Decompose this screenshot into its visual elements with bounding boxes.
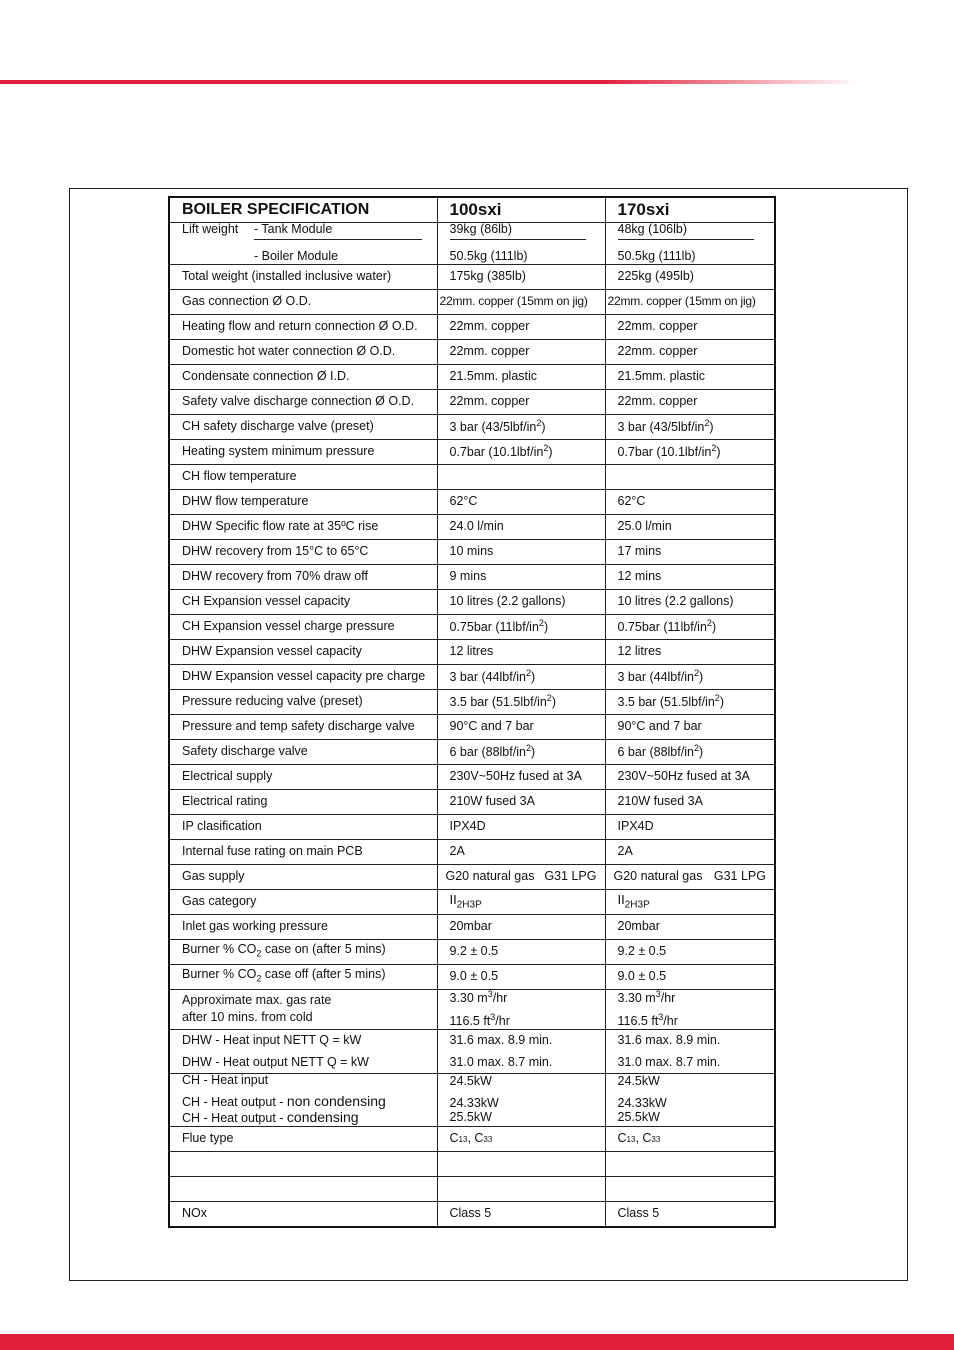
spec-label: Electrical supply	[169, 764, 437, 789]
spec-value-a: 22mm. copper	[437, 339, 605, 364]
boiler-spec-table	[168, 196, 776, 1228]
b-burner-case-off: 9.0 ± 0.5	[605, 964, 775, 989]
b-gas-natural: G20 natural gas	[613, 868, 703, 883]
spec-value-a: 0.75bar $(11lbf/in^2)$	[437, 614, 605, 639]
spec-value-a	[437, 464, 605, 489]
spec-value-a: 21.5mm. plastic	[437, 364, 605, 389]
spec-value-b: 12 litres	[605, 639, 775, 664]
a-tank-weight: 39kg (86lb)	[450, 223, 586, 240]
gas-rate-row	[169, 989, 775, 1030]
bottom-accent-band	[0, 1334, 954, 1350]
spec-label: Heating system minimum pressure	[169, 439, 437, 464]
spec-value-b: 6 bar $(88lbf/in^2)$	[605, 739, 775, 764]
spec-label: Domestic hot water connection Ø O.D.	[169, 339, 437, 364]
top-accent-rule	[0, 80, 860, 84]
a-dhw-heat: 31.6 max. 8.9 min. 31.0 max. 8.7 min.	[437, 1030, 605, 1074]
boiler-module-label: - Boiler Module	[254, 248, 339, 263]
spec-label: DHW Expansion vessel capacity	[169, 639, 437, 664]
spec-value-a: 3 bar $(44lbf/in^2)$	[437, 664, 605, 689]
spec-row	[169, 514, 775, 539]
b-boiler-weight: 50.5kg (111lb)	[617, 248, 696, 263]
tank-module-label: - Tank Module	[254, 223, 422, 240]
table-header-row	[169, 197, 775, 223]
spec-label: DHW recovery from 15°C to 65°C	[169, 539, 437, 564]
spec-label: Total weight (installed inclusive water)	[169, 264, 437, 289]
spec-value-b: 230V~50Hz fused at 3A	[605, 764, 775, 789]
burner-case-on-label: Burner % $CO_2$ case on (after 5 mins)	[169, 939, 437, 964]
a-boiler-weight: 50.5kg (111lb)	[449, 248, 528, 263]
spec-label: Safety valve discharge connection Ø O.D.	[169, 389, 437, 414]
dhw-heat-row	[169, 1030, 775, 1074]
spec-value-a: 90°C and 7 bar	[437, 714, 605, 739]
b-tank-weight: 48kg (106lb)	[618, 223, 754, 240]
spec-value-a: 62°C	[437, 489, 605, 514]
spec-label: Gas connection Ø O.D.	[169, 289, 437, 314]
nox-label: NOx	[169, 1201, 437, 1227]
spec-label: CH Expansion vessel charge pressure	[169, 614, 437, 639]
spec-value-b: 62°C	[605, 489, 775, 514]
burner-case-on-row	[169, 939, 775, 964]
gas-category-label: Gas category	[169, 889, 437, 914]
spec-value-b: 90°C and 7 bar	[605, 714, 775, 739]
spec-row	[169, 289, 775, 314]
spec-label: DHW flow temperature	[169, 489, 437, 514]
spec-value-a: 0.7bar $(10.1lbf/in^2)$	[437, 439, 605, 464]
spec-value-b: 3.5 bar $(51.5lbf/in^2)$	[605, 689, 775, 714]
spec-row	[169, 439, 775, 464]
gas-supply-label: Gas supply	[169, 864, 437, 889]
empty-row	[169, 1151, 775, 1176]
spec-value-b: 210W fused 3A	[605, 789, 775, 814]
a-flue-type: C13, C33	[437, 1126, 605, 1151]
spec-value-b: 22mm. copper	[605, 389, 775, 414]
ch-heat-row	[169, 1074, 775, 1126]
spec-label: Condensate connection Ø I.D.	[169, 364, 437, 389]
b-dhw-heat: 31.6 max. 8.9 min. 31.0 max. 8.7 min.	[605, 1030, 775, 1074]
spec-value-b: 25.0 l/min	[605, 514, 775, 539]
ch-heat-label: CH - Heat input CH - Heat output - non condensing CH - Heat output - condensing	[169, 1074, 437, 1126]
spec-row	[169, 614, 775, 639]
spec-value-b: 3 bar $(43/5lbf/in^2)$	[605, 414, 775, 439]
spec-value-b: 0.7bar $(10.1lbf/in^2)$	[605, 439, 775, 464]
spec-row	[169, 489, 775, 514]
a-gas-category: II	[449, 891, 457, 907]
spec-row	[169, 564, 775, 589]
spec-value-a: 175kg (385lb)	[437, 264, 605, 289]
spec-value-a: 12 litres	[437, 639, 605, 664]
b-gas-lpg: G31 LPG	[713, 868, 766, 883]
spec-row	[169, 789, 775, 814]
spec-row	[169, 389, 775, 414]
spec-row	[169, 464, 775, 489]
spec-label: DHW Expansion vessel capacity pre charge	[169, 664, 437, 689]
spec-row	[169, 364, 775, 389]
spec-value-a: 10 litres (2.2 gallons)	[437, 589, 605, 614]
nox-row	[169, 1201, 775, 1227]
spec-label: Internal fuse rating on main PCB	[169, 839, 437, 864]
spec-value-b: 225kg (495lb)	[605, 264, 775, 289]
spec-value-a: 24.0 l/min	[437, 514, 605, 539]
gas-supply-row	[169, 864, 775, 889]
spec-value-a: IPX4D	[437, 814, 605, 839]
spec-value-b: 12 mins	[605, 564, 775, 589]
spec-value-a: 6 bar $(88lbf/in^2)$	[437, 739, 605, 764]
lift-weight-row	[169, 223, 775, 265]
spec-value-b: 22mm. copper	[605, 314, 775, 339]
spec-label: Pressure reducing valve (preset)	[169, 689, 437, 714]
flue-type-label: Flue type	[169, 1126, 437, 1151]
a-burner-case-on: 9.2 ± 0.5	[437, 939, 605, 964]
spec-value-a: 22mm. copper	[437, 389, 605, 414]
spec-label: DHW Specific flow rate at 35ºC rise	[169, 514, 437, 539]
spec-label: CH flow temperature	[169, 464, 437, 489]
spec-value-b: 3 bar $(44lbf/in^2)$	[605, 664, 775, 689]
spec-value-a: 3 bar $(43/5lbf/in^2)$	[437, 414, 605, 439]
spec-value-b: 22mm. copper (15mm on jig)	[605, 289, 775, 314]
inlet-pressure-label: Inlet gas working pressure	[169, 914, 437, 939]
spec-value-a: 2A	[437, 839, 605, 864]
spec-row	[169, 339, 775, 364]
spec-row	[169, 664, 775, 689]
model-a-heading: 100sxi	[437, 197, 605, 223]
spec-value-b: 0.75bar $(11lbf/in^2)$	[605, 614, 775, 639]
spec-row	[169, 839, 775, 864]
burner-case-off-row	[169, 964, 775, 989]
a-gas-rate: 3.30 $m^3/hr$ 116.5 $ft^3/hr$	[437, 989, 605, 1030]
b-nox-class: Class 5	[605, 1201, 775, 1227]
spec-label: Pressure and temp safety discharge valve	[169, 714, 437, 739]
empty-row	[169, 1176, 775, 1201]
spec-label: CH safety discharge valve (preset)	[169, 414, 437, 439]
b-flue-type: C13, C33	[605, 1126, 775, 1151]
b-inlet-pressure: 20mbar	[605, 914, 775, 939]
spec-value-a: 10 mins	[437, 539, 605, 564]
spec-value-b: IPX4D	[605, 814, 775, 839]
flue-type-row	[169, 1126, 775, 1151]
a-gas-lpg: G31 LPG	[544, 868, 597, 883]
inlet-pressure-row	[169, 914, 775, 939]
spec-value-b	[605, 464, 775, 489]
spec-label: Safety discharge valve	[169, 739, 437, 764]
spec-row	[169, 764, 775, 789]
gas-category-row: Gas category $II_{2H3P}$ $II_{2H3P}$	[169, 889, 775, 914]
gas-rate-label: Approximate max. gas rate after 10 mins. from cold	[169, 989, 437, 1030]
spec-value-a: 22mm. copper (15mm on jig)	[437, 289, 605, 314]
spec-value-a: 3.5 bar $(51.5lbf/in^2)$	[437, 689, 605, 714]
burner-case-off-label: Burner % $CO_2$ case off (after 5 mins)	[169, 964, 437, 989]
a-burner-case-off: 9.0 ± 0.5	[437, 964, 605, 989]
b-burner-case-on: 9.2 ± 0.5	[605, 939, 775, 964]
spec-value-b: 2A	[605, 839, 775, 864]
spec-value-b: 22mm. copper	[605, 339, 775, 364]
spec-label: Heating flow and return connection Ø O.D.	[169, 314, 437, 339]
a-ch-heat: 24.5kW 24.33kW 25.5kW	[437, 1074, 605, 1126]
spec-row	[169, 639, 775, 664]
a-gas-natural: G20 natural gas	[445, 868, 535, 883]
spec-label: CH Expansion vessel capacity	[169, 589, 437, 614]
spec-row	[169, 814, 775, 839]
dhw-heat-label: DHW - Heat input NETT Q = kW DHW - Heat output NETT Q = kW	[169, 1030, 437, 1074]
a-inlet-pressure: 20mbar	[437, 914, 605, 939]
spec-value-a: 230V~50Hz fused at 3A	[437, 764, 605, 789]
spec-label: Electrical rating	[169, 789, 437, 814]
model-b-heading: 170sxi	[605, 197, 775, 223]
lift-weight-label: Lift weight	[182, 222, 239, 236]
a-nox-class: Class 5	[437, 1201, 605, 1227]
spec-value-b: 21.5mm. plastic	[605, 364, 775, 389]
spec-row	[169, 264, 775, 289]
spec-label: IP clasification	[169, 814, 437, 839]
spec-value-b: 10 litres (2.2 gallons)	[605, 589, 775, 614]
spec-row	[169, 414, 775, 439]
b-ch-heat: 24.5kW 24.33kW 25.5kW	[605, 1074, 775, 1126]
spec-value-a: 22mm. copper	[437, 314, 605, 339]
spec-value-a: 210W fused 3A	[437, 789, 605, 814]
spec-row	[169, 314, 775, 339]
spec-row	[169, 589, 775, 614]
b-gas-rate: 3.30 $m^3/hr$ 116.5 $ft^3/hr$	[605, 989, 775, 1030]
spec-row	[169, 714, 775, 739]
spec-row	[169, 689, 775, 714]
spec-row	[169, 739, 775, 764]
spec-value-a: 9 mins	[437, 564, 605, 589]
table-title: BOILER SPECIFICATION	[169, 197, 437, 223]
spec-row	[169, 539, 775, 564]
spec-label: DHW recovery from 70% draw off	[169, 564, 437, 589]
b-gas-category: II	[617, 891, 625, 907]
spec-value-b: 17 mins	[605, 539, 775, 564]
